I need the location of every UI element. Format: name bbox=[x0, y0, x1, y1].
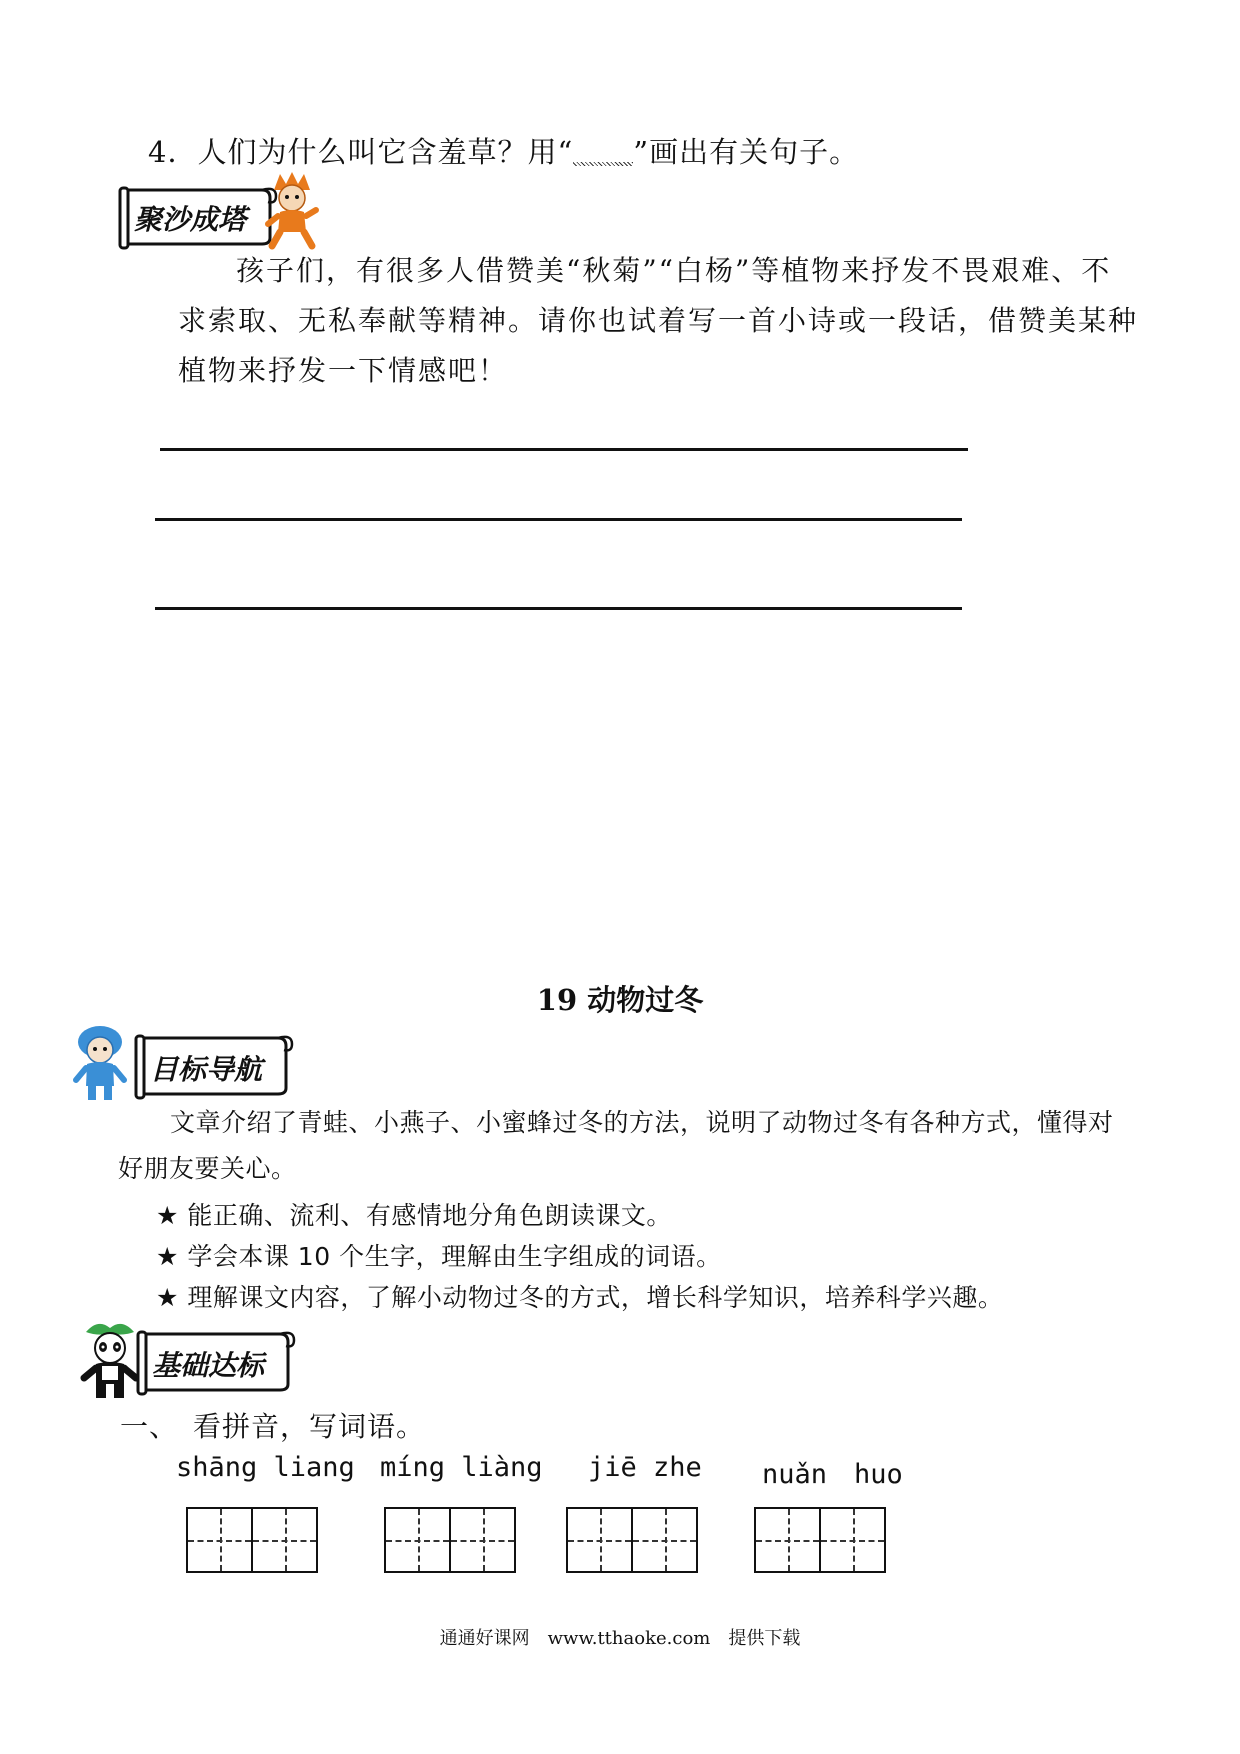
goal-item-1: ★ 能正确、流利、有感情地分角色朗读课文。 bbox=[156, 1201, 672, 1230]
pinyin-1: shāng liang bbox=[176, 1452, 355, 1483]
goal-item-2: ★ 学会本课 10 个生字，理解由生字组成的词语。 bbox=[156, 1242, 722, 1271]
char-cell[interactable] bbox=[568, 1509, 633, 1571]
char-cell[interactable] bbox=[633, 1509, 696, 1571]
pinyin-4: nuǎn huo bbox=[762, 1459, 903, 1490]
banner-mubiao bbox=[128, 1030, 298, 1104]
writing-line-2[interactable] bbox=[155, 518, 962, 521]
lesson-title: 19 动物过冬 bbox=[536, 983, 704, 1017]
char-cell[interactable] bbox=[821, 1509, 884, 1571]
pinyin-2: míng liàng bbox=[380, 1452, 543, 1483]
char-cell[interactable] bbox=[253, 1509, 316, 1571]
pinyin-3: jiē zhe bbox=[588, 1452, 702, 1483]
question-4-text-after: ”画出有关句子。 bbox=[633, 135, 860, 169]
writing-line-3[interactable] bbox=[155, 607, 962, 610]
char-cell[interactable] bbox=[451, 1509, 514, 1571]
mubiao-paragraph: 文章介绍了青蛙、小燕子、小蜜蜂过冬的方法，说明了动物过冬有各种方式，懂得对好朋友要关心。 bbox=[118, 1108, 1114, 1183]
footer-credit: 通通好课网 www.tthaoke.com 提供下载 bbox=[439, 1628, 801, 1649]
mascot-huanhuan-icon bbox=[262, 170, 322, 254]
mascot-beibei-icon bbox=[70, 1020, 132, 1104]
char-grid-3[interactable] bbox=[566, 1507, 698, 1573]
exercise-1-prompt: 一、 看拼音，写词语。 bbox=[120, 1410, 426, 1443]
banner-jusha-label: 聚沙成塔 bbox=[134, 203, 247, 236]
banner-jichu-label: 基础达标 bbox=[152, 1349, 265, 1382]
banner-jichu bbox=[130, 1326, 300, 1400]
char-grid-4[interactable] bbox=[754, 1507, 886, 1573]
writing-line-1[interactable] bbox=[160, 448, 968, 451]
question-4 bbox=[148, 130, 859, 171]
jusha-paragraph: 孩子们，有很多人借赞美“秋菊”“白杨”等植物来抒发不畏艰难、不求索取、无私奉献等精神。请你也试着写一首小诗或一段话，借赞美某种植物来抒发一下情感吧！ bbox=[178, 254, 1139, 387]
banner-mubiao-label: 目标导航 bbox=[150, 1053, 263, 1086]
char-grid-2[interactable] bbox=[384, 1507, 516, 1573]
char-cell[interactable] bbox=[756, 1509, 821, 1571]
goal-item-3: ★ 理解课文内容，了解小动物过冬的方式，增长科学知识，培养科学兴趣。 bbox=[156, 1283, 1004, 1312]
char-cell[interactable] bbox=[386, 1509, 451, 1571]
question-4-text-before: 4．人们为什么叫它含羞草？用“ bbox=[148, 135, 574, 169]
char-cell[interactable] bbox=[188, 1509, 253, 1571]
wavy-underline-mark bbox=[573, 137, 633, 166]
char-grid-1[interactable] bbox=[186, 1507, 318, 1573]
